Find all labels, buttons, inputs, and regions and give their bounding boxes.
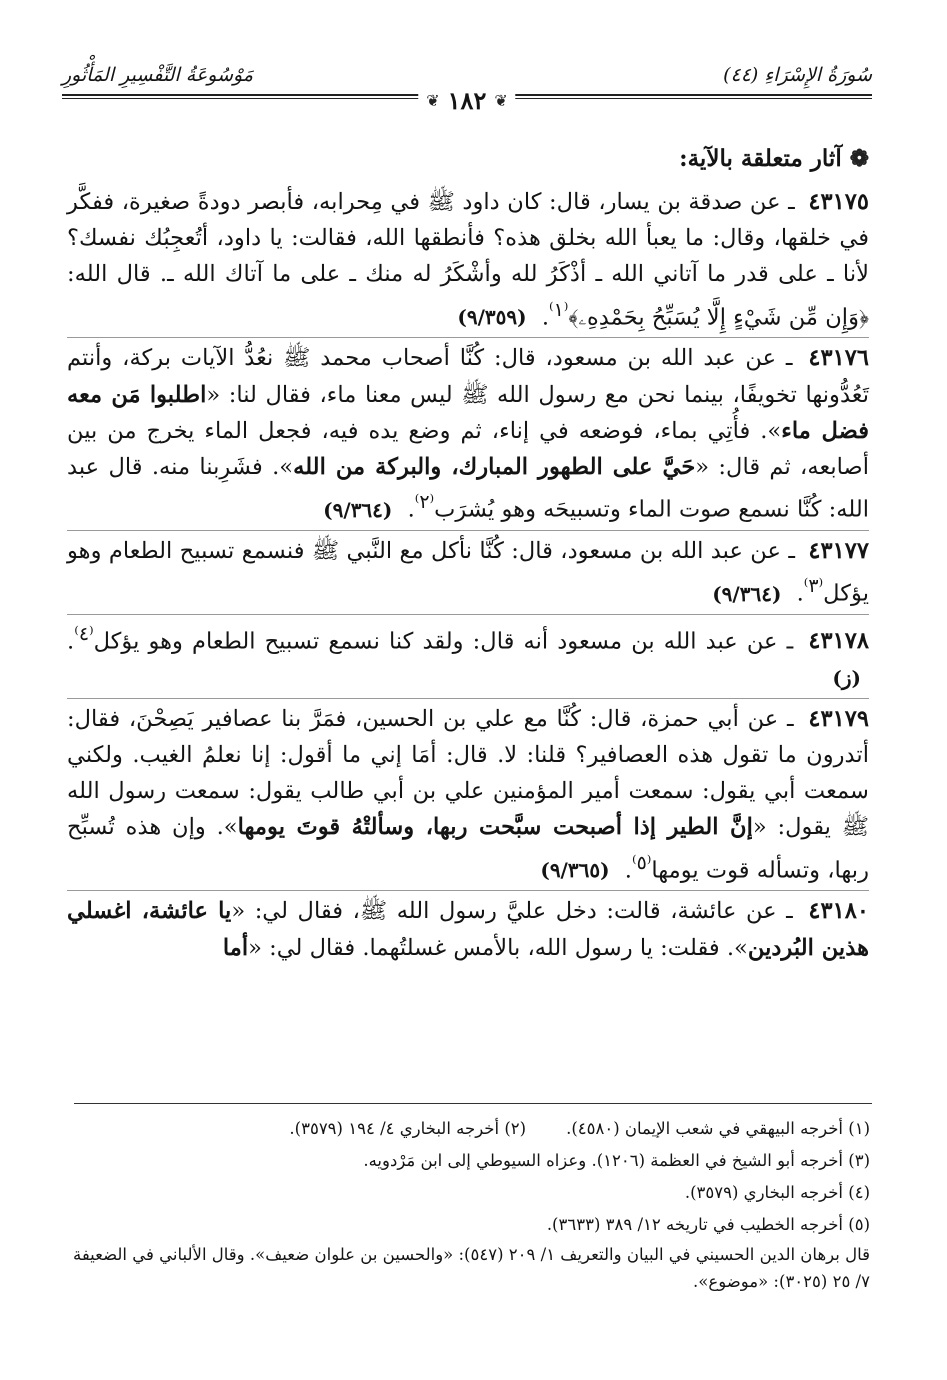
section-heading: ❁آثار متعلقة بالآية:	[679, 145, 869, 172]
athar-entry: ٤٣١٧٥ ـ عن صدقة بن يسار، قال: كان داود ﷺ في مِحرابه، فأبصر دودةً صغيرة، ففكَّر في خلقها، وقال: ما يعبأ الله بخلق هذه؟ فأنطقها الله، فقالت: يا داود، أتُعجِبُك نفسك؟ لأنا ـ على قدر ما آتاني الله ـ أذْكَرُ لله وأشْكَرُ له منك ـ على ما آتاك الله ـ. قال الله: ﴿وَإِن مِّن شَيْءٍ إِلَّا يُسَبِّحُ بِحَمْدِهِۦ﴾$^{^(١^)}$. (٩/٣٥٩)	[67, 189, 869, 331]
ornament-icon: ❦	[426, 91, 440, 110]
hadith-quote: إنَّ الطير إذا أصبحت سبَّحت ربها، وسألتْهُ قوتَ يومها	[237, 814, 753, 841]
footnote-marker: ⁽٢⁾	[414, 492, 435, 514]
footnote-divider	[74, 1103, 872, 1104]
footnote-3: (٣) أخرجه أبو الشيخ في العظمة (١٢٠٦). وعزاه السيوطي إلى ابن مَرْدويه.	[363, 1151, 870, 1170]
footnote-marker: ⁽٣⁾	[803, 576, 824, 598]
athar-entry: ٤٣١٧٧ ـ عن عبد الله بن مسعود، قال: كُنَّا نأكل مع النَّبي ﷺ فنسمع تسبيح الطعام وهو يؤكل$^{^(٣^)}$. (٩/٣٦٤)	[67, 530, 869, 614]
footnote-5: (٥) أخرجه الخطيب في تاريخه ١٢/ ٣٨٩ (٣٦٣٣).	[546, 1215, 870, 1234]
main-text	[67, 142, 869, 968]
volume-reference: (ز)	[832, 665, 861, 690]
athar-entry: ٤٣١٧٨ ـ عن عبد الله بن مسعود أنه قال: ولقد كنا نسمع تسبيح الطعام وهو يؤكل$^{^(٤^)}$. (ز)	[67, 614, 869, 698]
hadith-quote: اطلبوا مَن معه فضل ماء	[67, 381, 869, 444]
hadith-quote: يا عائشة، اغسلي هذين البُردين	[67, 898, 869, 961]
entry-number: ٤٣١٨٠	[808, 898, 869, 925]
entry-number: ٤٣١٧٧	[808, 537, 869, 564]
footnote-marker: ⁽٥⁾	[631, 852, 652, 874]
athar-entry: ٤٣١٨٠ ـ عن عائشة، قالت: دخل عليَّ رسول الله ﷺ، فقال لي: «يا عائشة، اغسلي هذين البُردين». فقلت: يا رسول الله، بالأمس غسلتُهما. فقال لي: «أما	[67, 890, 869, 967]
footnote-row	[70, 1113, 870, 1145]
entry-number: ٤٣١٧٦	[808, 345, 869, 372]
footnote-2: (٢) أخرجه البخاري ٤/ ١٩٤ (٣٥٧٩).	[289, 1119, 527, 1138]
athar-entry: ٤٣١٧٩ ـ عن أبي حمزة، قال: كُنَّا مع علي بن الحسين، فمَرَّ بنا عصافير يَصِحْنَ، فقال: أتدرون ما تقول هذه العصافير؟ قلنا: لا. قال: أمَا إني ما أقول: إنا نعلمُ الغيب. ولكني سمعت أبي يقول: سمعت أمير المؤمنين علي بن أبي طالب يقول: سمعت رسول الله ﷺ يقول: «إنَّ الطير إذا أصبحت سبَّحت ربها، وسألتْهُ قوتَ يومها». وإن هذه تُسبِّح ربها، وتسأله قوت يومها$^{^(٥^)}$. (٩/٣٦٥)	[67, 698, 869, 891]
athar-entry: ٤٣١٧٦ ـ عن عبد الله بن مسعود، قال: كُنَّا أصحاب محمد ﷺ نعُدُّ الآيات بركة، وأنتم تَعُدُّونها تخويفًا، بينما نحن مع رسول الله ﷺ ليس معنا ماء، فقال لنا: «اطلبوا مَن معه فضل ماء». فأُتِي بماء، فوضعه في إناء، ثم وضع يده فيه، فجعل الماء يخرج من بين أصابعه، ثم قال: «حَيَّ على الطهور المبارك، والبركة من الله». فشَرِبنا منه. قال عبد الله: كُنَّا نسمع صوت الماء وتسبيحَه وهو يُشرَب$^{^(٢^)}$. (٩/٣٦٤)	[67, 337, 869, 530]
hadith-quote: أما	[222, 934, 249, 961]
footnote-1: (١) أخرجه البيهقي في شعب الإيمان (٤٥٨٠).	[566, 1119, 870, 1138]
entry-number: ٤٣١٧٥	[808, 189, 869, 215]
volume-reference: (٩/٣٦٤)	[712, 581, 782, 606]
page-number: ١٨٢	[447, 86, 487, 115]
footnote-4: (٤) أخرجه البخاري (٣٥٧٩).	[684, 1183, 870, 1202]
page-number-box	[418, 86, 515, 115]
footnotes	[70, 1113, 870, 1295]
volume-reference: (٩/٣٦٤)	[323, 497, 393, 522]
footnote-marker: ⁽٤⁾	[74, 623, 94, 645]
entry-number: ٤٣١٧٩	[808, 705, 869, 732]
footnote-marker: ⁽١⁾	[549, 299, 569, 321]
surah-title: سُورَةُ الإِسْرَاءِ (٤٤)	[723, 64, 872, 86]
hadith-quote: حَيَّ على الطهور المبارك، والبركة من الله	[293, 453, 696, 480]
volume-reference: (٩/٣٥٩)	[457, 305, 527, 330]
footnote-5-commentary: قال برهان الدين الحسيني في البيان والتعريف ١/ ٢٠٩ (٥٤٧): «والحسين بن علوان ضعيف». وقال الألباني في الضعيفة ٧/ ٢٥ (٣٠٢٥): «موضوع».	[72, 1245, 870, 1291]
book-title: مَوْسُوعَةُ التَّفْسِيرِ المَأْثُورِ	[62, 64, 254, 86]
flower-icon: ❁	[849, 145, 869, 172]
page-header	[62, 60, 872, 120]
entry-number: ٤٣١٧٨	[808, 628, 870, 655]
volume-reference: (٩/٣٦٥)	[540, 858, 610, 883]
ornament-icon: ❦	[494, 91, 508, 110]
